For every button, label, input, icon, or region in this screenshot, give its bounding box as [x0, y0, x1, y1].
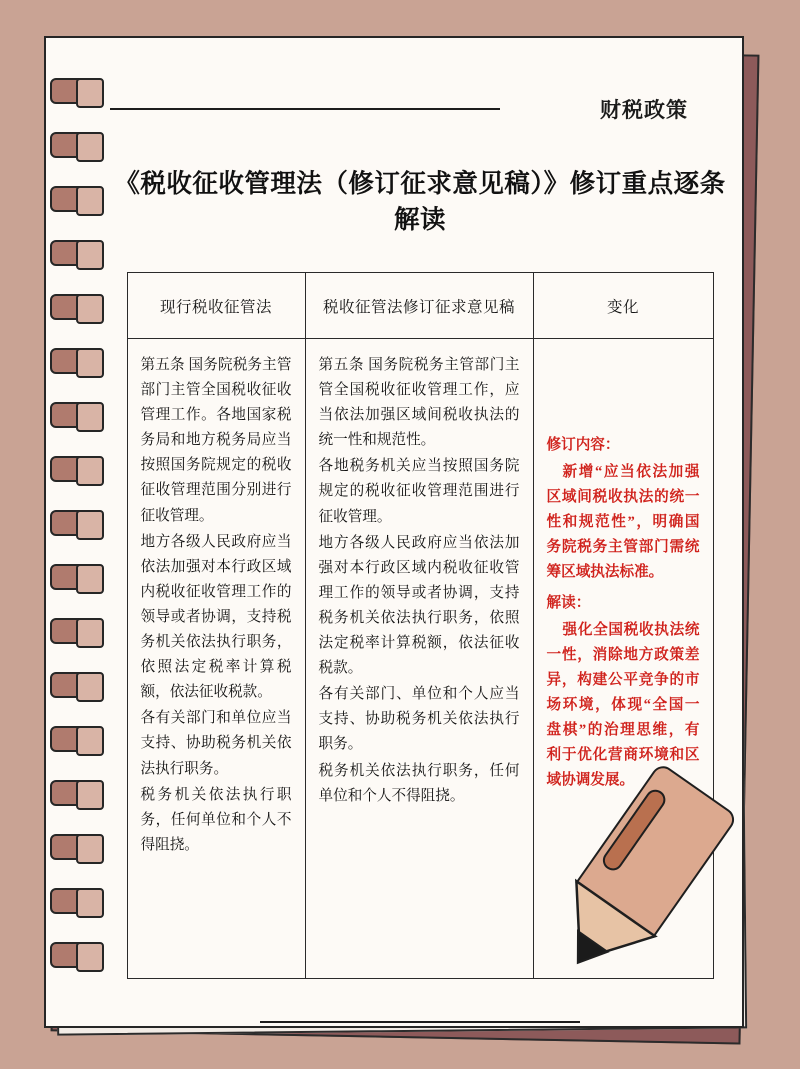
draft-law-paragraph-4: 各有关部门、单位和个人应当支持、协助税务机关依法执行职务。 — [318, 686, 520, 753]
draft-law-paragraph-5: 税务机关依法执行职务，任何单位和个人不得阻挠。 — [318, 762, 520, 804]
table-header-row — [127, 273, 713, 339]
spiral-binding — [44, 36, 104, 1028]
current-law-paragraph-4: 税务机关依法执行职务，任何单位和个人不得阻挠。 — [140, 786, 292, 853]
revision-heading: 修订内容： — [546, 437, 620, 453]
revision-text: 新增“应当依法加强区域间税收执法的统一性和规范性”，明确国务院税务主管部门需统筹区域执法标准。 — [546, 464, 700, 581]
current-law-paragraph-2: 地方各级人民政府应当依法加强对本行政区域内税收征收管理工作的领导或者协调，支持税务机关依法执行职务，依照法定税率计算税额，依法征收税款。 — [140, 533, 292, 701]
draft-law-paragraph-3: 地方各级人民政府应当依法加强对本行政区域内税收征收管理工作的领导或者协调，支持税务机关依法执行职务，依照法定税率计算税额，依法征收税款。 — [318, 534, 520, 677]
column-header-change: 变化 — [533, 273, 713, 339]
page-title: 《税收征收管理法（修订征求意见稿）》修订重点逐条解读 — [114, 169, 726, 234]
draft-law-paragraph-1: 第五条 国务院税务主管部门主管全国税收征收管理工作，应当依法加强区域间税收执法的统一性和规范性。 — [318, 357, 520, 449]
cell-current-law — [127, 339, 305, 979]
cell-draft-law — [305, 339, 533, 979]
interpretation-text: 强化全国税收执法统一性，消除地方政策差异，构建公平竞争的市场环境，体现“全国一盘棋”的治理思维，有利于优化营商环境和区域协调发展。 — [546, 621, 700, 789]
page-header — [110, 60, 730, 124]
column-header-current-law: 现行税收征管法 — [127, 273, 305, 339]
header-divider — [110, 108, 500, 110]
current-law-paragraph-1: 第五条 国务院税务主管部门主管全国税收征收管理工作。各地国家税务局和地方税务局应当按照国务院规定的税收征收管理范围分别进行征收管理。 — [140, 357, 292, 524]
column-header-draft-law: 税收征管法修订征求意见稿 — [305, 273, 533, 339]
current-law-paragraph-3: 各有关部门和单位应当支持、协助税务机关依法执行职务。 — [140, 710, 292, 777]
category-label: 财税政策 — [600, 98, 688, 122]
draft-law-paragraph-2: 各地税务机关应当按照国务院规定的税收征收管理范围进行征收管理。 — [318, 458, 520, 525]
interpretation-heading: 解读： — [546, 594, 591, 611]
footer-divider — [260, 1021, 580, 1023]
